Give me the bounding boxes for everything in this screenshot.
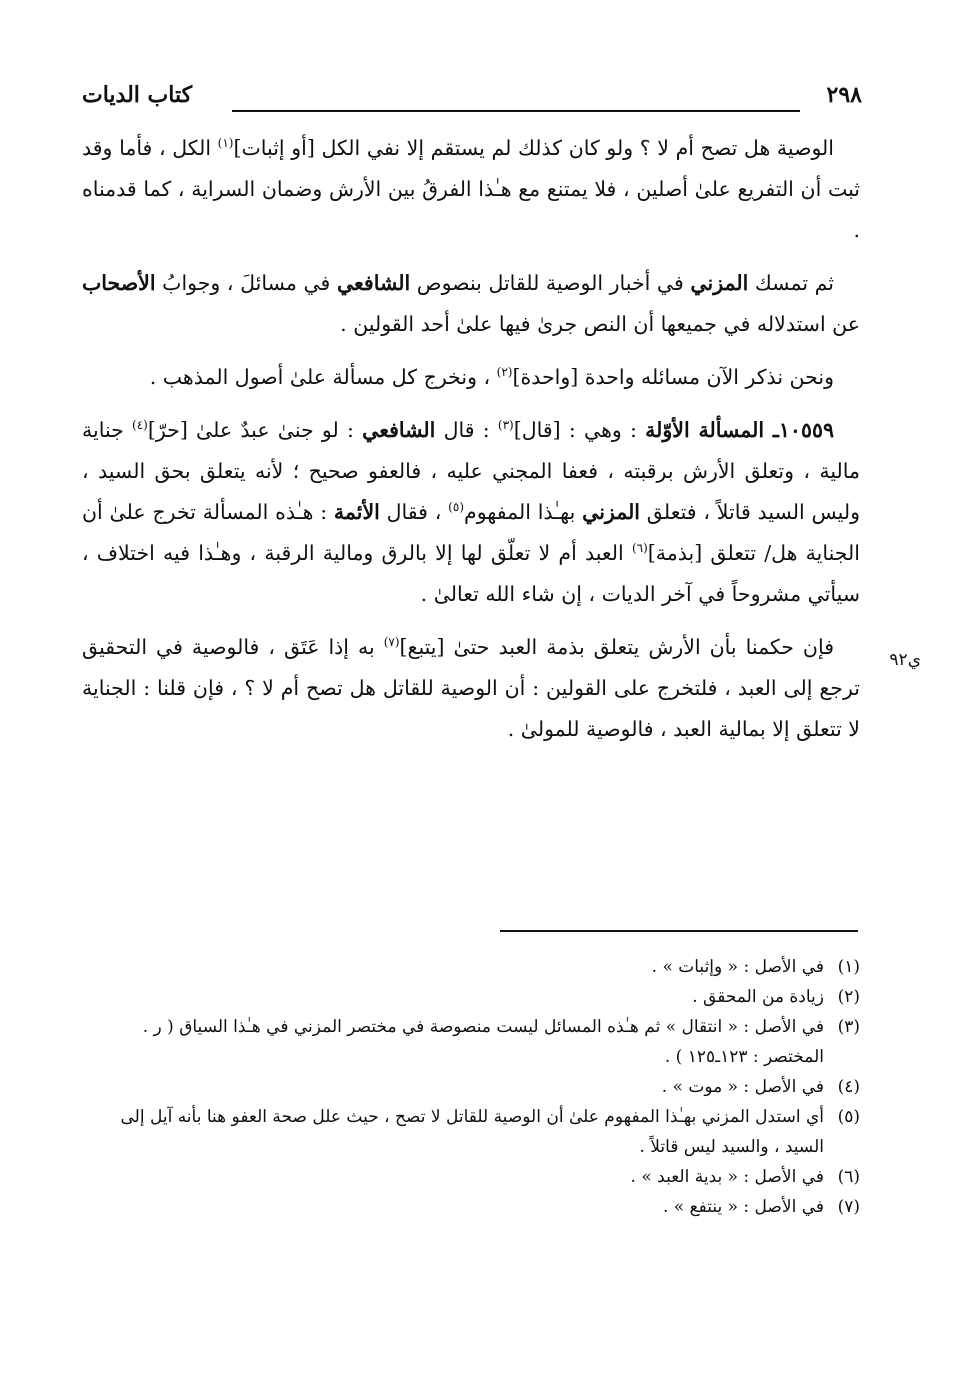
footnote: (٧) في الأصل : « ينتفع » . [662, 1197, 860, 1217]
paragraph: ١٠٥٥٩ـ المسألة الأوّلة : وهي : [قال]$^{(٣)}$ : قال الشافعي : لو جنىٰ عبدٌ علىٰ [حرّ]$^{(٤)}$ جناية مالية ، وتعلق الأرش برقبته ، فعفا المجني عليه ، فالعفو صحيح ؛ لأنه يتعلق بحق السيد ، وليس السيد قاتلاً ، فتعلق المزني بهـٰذا المفهوم$^{(٥)}$ ، فقال الأئمة : هـٰذه المسألة تخرج علىٰ أن الجناية هل/ تتعلق [بذمة]$^{(٦)}$ العبد أم لا تعلّق لها إلا بالرق ومالية الرقبة ، وهـٰذا فيه اختلاف ، سيأتي مشروحاً في آخر الديات ، إن شاء الله تعالىٰ . [82, 418, 860, 606]
footnote: (١) في الأصل : « وإثبات » . [651, 957, 860, 977]
page-number: ٢٩٨ [826, 82, 862, 108]
page-header [82, 82, 862, 122]
paragraph: فإن حكمنا بأن الأرش يتعلق بذمة العبد حتىٰ [يتبع]$^{(٧)}$ به إذا عَتَق ، فالوصية في التحقيق ترجع إلى العبد ، فلتخرج على القولين : أن الوصية للقاتل هل تصح أم لا ؟ ، فإن قلنا : الجناية لا تتعلق إلا بمالية العبد ، فالوصية للمولىٰ . [82, 635, 860, 741]
margin-reference: ي٩٢ [889, 650, 921, 670]
footnote: (٥) أي استدل المزني بهـٰذا المفهوم علىٰ أن الوصية للقاتل لا تصح ، حيث علل صحة العفو هنا بأنه آيل إلى السيد ، والسيد ليس قاتلاً . [120, 1107, 860, 1157]
header-rule [232, 110, 800, 112]
paragraph: ثم تمسك المزني في أخبار الوصية للقاتل بنصوص الشافعي في مسائلَ ، وجوابُ الأصحاب عن استدلاله في جميعها أن النص جرىٰ فيها علىٰ أحد القولين . [82, 271, 860, 336]
footnotes [82, 952, 860, 1222]
footnote: (٤) في الأصل : « موت » . [661, 1077, 860, 1097]
main-text [82, 128, 860, 762]
footnote: (٦) في الأصل : « بدية العبد » . [630, 1167, 860, 1187]
paragraph: الوصية هل تصح أم لا ؟ ولو كان كذلك لم يستقم إلا نفي الكل [أو إثبات]$^{(١)}$ الكل ، فأما وقد ثبت أن التفريع علىٰ أصلين ، فلا يمتنع مع هـٰذا الفرقُ بين الأرش وضمان السراية ، كما قدمناه . [82, 136, 860, 242]
footnote: (٣) في الأصل : « انتقال » ثم هـٰذه المسائل ليست منصوصة في مختصر المزني في هـٰذا السياق ( ر . المختصر : ١٢٣ـ١٢٥ ) . [142, 1017, 860, 1067]
paragraph: ونحن نذكر الآن مسائله واحدة [واحدة]$^{(٢)}$ ، ونخرج كل مسألة علىٰ أصول المذهب . [149, 365, 834, 389]
footnote: (٢) زيادة من المحقق . [692, 987, 860, 1007]
footnote-separator [500, 930, 858, 932]
book-title: كتاب الديات [82, 82, 193, 108]
